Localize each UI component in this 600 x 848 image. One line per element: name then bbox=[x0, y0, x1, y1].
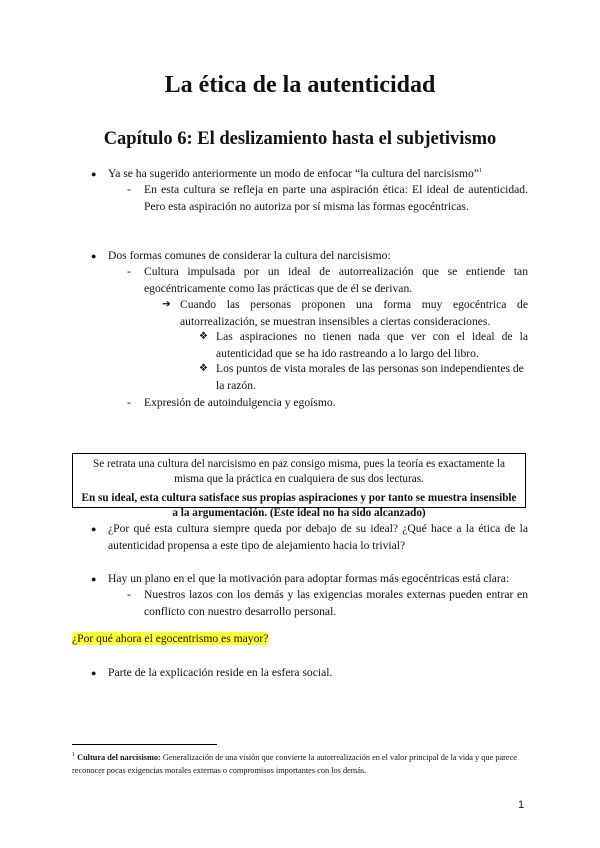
arrow-item: Cuando las personas proponen una forma muy egocéntrica de autorrealización, se muestran insensibles a ciertas consideraciones. bbox=[180, 298, 528, 328]
dash-marker: - bbox=[127, 589, 131, 601]
footnote-divider bbox=[72, 744, 217, 745]
bullet-icon: ● bbox=[91, 668, 97, 678]
footnote-number: 1 bbox=[72, 752, 75, 759]
footnote-reference[interactable]: 1 bbox=[478, 168, 482, 175]
footnote bbox=[72, 751, 532, 777]
dash-marker: - bbox=[127, 397, 131, 409]
diamond-item: Los puntos de vista morales de las personas son independientes de la razón. bbox=[216, 362, 524, 392]
arrow-icon: ➔ bbox=[162, 299, 171, 310]
page-title: La ética de la autenticidad bbox=[164, 72, 436, 98]
sub-item: En esta cultura se refleja en parte una aspiración ética: El ideal de autenticidad. Pero esta aspiración no autoriza por sí misma las formas egocéntricas. bbox=[144, 183, 528, 213]
sub-item: Cultura impulsada por un ideal de autorrealización que se entiende tan egocéntricamente como las prácticas que de él se derivan. bbox=[144, 265, 528, 295]
sub-item: Nuestros lazos con los demás y las exigencias morales externas pueden entrar en conflicto con nuestro desarrollo personal. bbox=[144, 588, 528, 618]
diamond-item: Las aspiraciones no tienen nada que ver con el ideal de la autenticidad que se ha ido rastreando a lo largo del libro. bbox=[216, 330, 528, 360]
bullet-item: Ya se ha sugerido anteriormente un modo de enfocar “la cultura del narcisismo”$^1$ bbox=[108, 167, 482, 180]
footnote-text: Generalización de una visión que convierte la autorrealización en el valor principal de la vida y que parece reconocer pocas exigencias morales externas o compromisos importantes con los demás. bbox=[72, 753, 517, 775]
diamond-icon: ❖ bbox=[199, 331, 208, 342]
dash-marker: - bbox=[127, 266, 131, 278]
bullet-item: ¿Por qué esta cultura siempre queda por debajo de su ideal? ¿Qué hace a la ética de la autenticidad propensa a este tipo de alejamiento hacia lo trivial? bbox=[108, 522, 528, 552]
page-number: 1 bbox=[518, 799, 525, 811]
chapter-title: Capítulo 6: El deslizamiento hasta el subjetivismo bbox=[103, 129, 497, 149]
diamond-icon: ❖ bbox=[199, 363, 208, 374]
highlighted-question: ¿Por qué ahora el egocentrismo es mayor? bbox=[72, 632, 269, 645]
footnote-term: Cultura del narcisismo: bbox=[77, 753, 161, 762]
callout-bold-text: En su ideal, esta cultura satisface sus propias aspiraciones y por tanto se muestra insensible a la argumentación. (Este ideal no ha sido alcanzado) bbox=[81, 492, 517, 519]
bullet-item: Dos formas comunes de considerar la cultura del narcisismo: bbox=[108, 249, 391, 262]
bullet-icon: ● bbox=[91, 169, 97, 179]
bullet-icon: ● bbox=[91, 251, 97, 261]
sub-item: Expresión de autoindulgencia y egoísmo. bbox=[144, 396, 336, 409]
bullet-item: Hay un plano en el que la motivación para adoptar formas más egocéntricas está clara: bbox=[108, 572, 510, 585]
callout-box bbox=[72, 453, 526, 519]
dash-marker: - bbox=[127, 184, 131, 196]
bullet-item: Parte de la explicación reside en la esfera social. bbox=[108, 666, 333, 679]
bullet-icon: ● bbox=[91, 574, 97, 584]
bullet-icon: ● bbox=[91, 524, 97, 534]
callout-text: Se retrata una cultura del narcisismo en paz consigo misma, pues la teoría es exactamente la misma que la práctica en cualquiera de sus dos lecturas. bbox=[93, 458, 505, 485]
